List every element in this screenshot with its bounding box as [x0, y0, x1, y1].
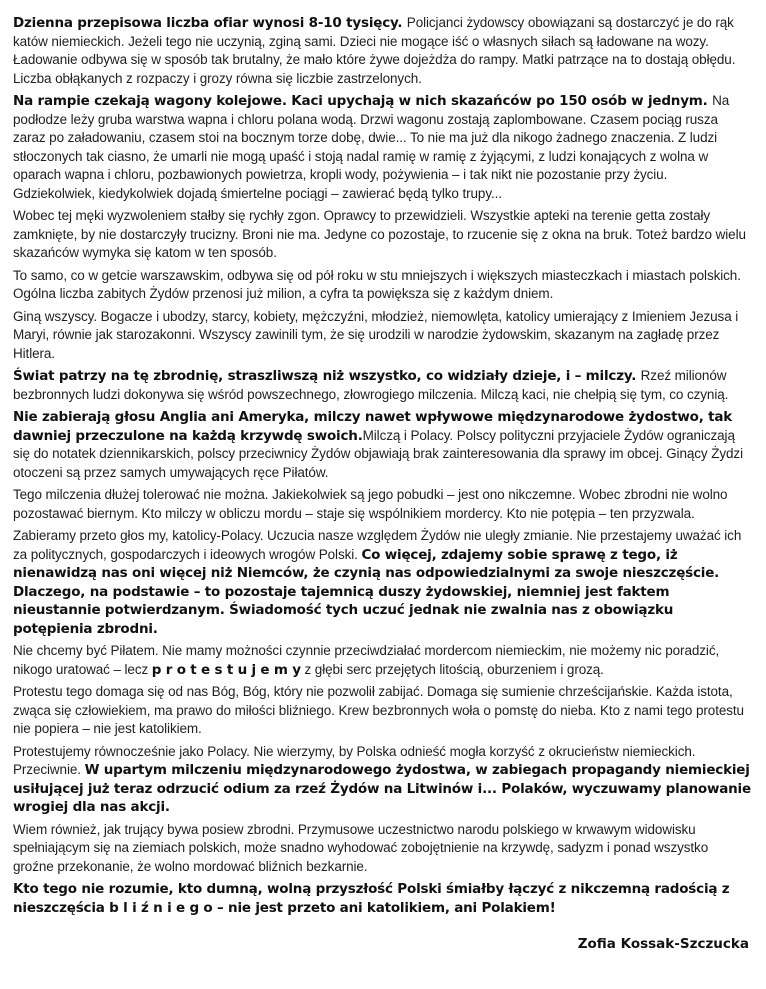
paragraph-7 — [13, 408, 751, 482]
bold-text-run: Co więcej, zdajemy sobie sprawę z tego, iż nienawidzą nas oni więcej niż Niemców, że czynią nas odpowiedzialnymi za swoje nieszczęście. Dlaczego, na podstawie – to pozostaje tajemnicą duszy żydowskiej, niemniej jest faktem nieustannie potwierdzanym. Świadomość tych uczuć jednak nie zwalnia nas z obowiązku potępienia zbrodni. — [13, 546, 720, 637]
bold-text-run: W upartym milczeniu międzynarodowego żydostwa, w zabiegach propagandy niemieckiej usiłującej już teraz odrzucić odium za rzeź Żydów na Litwinów i... Polaków, wyczuwamy planowanie wrogiej dla nas akcji. — [13, 762, 751, 815]
text-run: Protestu tego domaga się od nas Bóg, Bóg, który nie pozwolił zabijać. Domaga się sumienie chrześcijańskie. Każda istota, zwąca się człowiekiem, ma prawo do miłości bliźniego. Krew bezbronnych woła o pomstę do nieba. Kto z nami tego protestu nie popiera – nie jest katolikiem. — [13, 684, 744, 736]
document-body — [13, 14, 751, 917]
paragraph-11 — [13, 683, 751, 739]
paragraph-4 — [13, 267, 751, 304]
paragraph-10 — [13, 642, 751, 679]
bold-text-run: Świat patrzy na tę zbrodnię, straszliwszą niż wszystko, co widziały dzieje, i – milczy. — [13, 368, 641, 384]
paragraph-14 — [13, 880, 751, 917]
signature: Zofia Kossak-Szczucka — [577, 936, 749, 952]
text-run: Protestujemy równocześnie jako Polacy. Nie wierzymy, by Polska odnieść mogła korzyść z okrucieństw niemieckich. Przeciwnie. — [13, 743, 696, 777]
paragraph-5 — [13, 308, 751, 364]
text-run: Policjanci żydowscy obowiązani są dostarczyć je do rąk katów niemieckich. Jeżeli tego nie uczynią, zginą sami. Dzieci nie mogące iść o własnych siłach są ładowane na wozy. Ładowanie odbywa się w sposób tak brutalny, że mało które żywe dojeżdża do rampy. Matki patrzące na to dostają obłędu. Liczba obłąkanych z rozpaczy i grozy równa się liczbie zastrzelonych. — [13, 15, 736, 86]
paragraph-8 — [13, 486, 751, 523]
bold-text-run: Nie zabierają głosu Anglia ani Ameryka, milczy nawet wpływowe międzynarodowe żydostwo, tak dawniej przeczulone na każdą krzywdę swoich. — [13, 409, 733, 444]
paragraph-3 — [13, 207, 751, 263]
text-run: Tego milczenia dłużej tolerować nie można. Jakiekolwiek są jego pobudki – jest ono nikczemne. Wobec zbrodni nie wolno pozostawać biernym. Kto milczy w obliczu mordu – staje się wspólnikiem mordercy. Kto nie potępia – ten przyzwala. — [13, 487, 728, 521]
text-run: Nie chcemy być Piłatem. Nie mamy możności czynnie przeciwdziałać mordercom niemieckim, nie możemy nic poradzić, nikogo uratować – lecz — [13, 643, 720, 677]
paragraph-2 — [13, 92, 751, 203]
text-run: Wobec tej męki wyzwoleniem stałby się rychły zgon. Oprawcy to przewidzieli. Wszystkie apteki na terenie getta zostały zamknięte, by nie dostarczyły trucizny. Broni nie ma. Jedyne co pozostaje, to rzucenie się z okna na bruk. Toteż bardzo wielu skazańców wymyka się katom w ten sposób. — [13, 208, 746, 260]
paragraph-9 — [13, 527, 751, 638]
text-run: Wiem również, jak trujący bywa posiew zbrodni. Przymusowe uczestnictwo narodu polskiego w krwawym widowisku spełniającym się na ziemiach polskich, może snadno wyhodować zobojętnienie na krzywdę, sadyzm i ponad wszystko groźne przekonanie, że wolno mordować bliźnich bezkarnie. — [13, 821, 709, 874]
text-run: Na podłodze leży gruba warstwa wapna i chloru polana wodą. Drzwi wagonu zostają zaplombowane. Czasem pociąg rusza zaraz po załadowaniu, czasem stoi na bocznym torze dobę, dwie... To nie ma już dla nikogo żadnego znaczenia. Z ludzi stłoczonych tak ciasno, że umarli nie mogą upaść i stoją nadal ramię w ramię z żyjącymi, z ludzi konających z wolna w oparach wapna i chloru, pozbawionych powietrza, kropli wody, pożywienia – i tak nikt nie pozostanie przy życiu. Gdziekolwiek, kiedykolwiek dojadą śmiertelne pociągi – zawierać będą tylko trupy... — [13, 93, 730, 201]
text-run: Zabieramy przeto głos my, katolicy-Polacy. Uczucia nasze względem Żydów nie uległy zmianie. Nie przestajemy uważać ich za politycznych, gospodarczych i ideowych wrogów Polski. — [13, 528, 742, 562]
text-run: Rzeź milionów bezbronnych ludzi dokonywa się wśród powszechnego, złowrogiego milczenia. Milczą kaci, nie chełpią się tym, co czynią. — [13, 368, 729, 402]
bold-text-run: Na rampie czekają wagony kolejowe. Kaci upychają w nich skazańców po 150 osób w jednym. — [13, 93, 713, 109]
text-run: Giną wszyscy. Bogacze i ubodzy, starcy, kobiety, mężczyźni, młodzież, niemowlęta, katolicy umierający z Imieniem Jezusa i Maryi, równie jak starozakonni. Wszyscy zawinili tym, że się urodzili w narodzie żydowskim, skazanym na zagładę przez Hitlera. — [13, 308, 739, 361]
paragraph-1 — [13, 14, 751, 88]
bold-text-run: p r o t e s t u j e m y — [151, 661, 301, 678]
text-run: z głębi serc przejętych litością, oburzeniem i grozą. — [300, 661, 604, 677]
paragraph-6 — [13, 367, 751, 404]
paragraph-12 — [13, 743, 751, 817]
text-run: Milczą i Polacy. Polscy polityczni przyjaciele Żydów ograniczają się do notatek dziennikarskich, polscy przeciwnicy Żydów objawiają brak zainteresowania dla sprawy im obcej. Ginący Żydzi otoczeni są przez samych umywających ręce Piłatów. — [13, 427, 743, 480]
text-run: To samo, co w getcie warszawskim, odbywa się od pół roku w stu mniejszych i większych miasteczkach i miastach polskich. Ogólna liczba zabitych Żydów przenosi już milion, a cyfra ta powiększa się z każdym dniem. — [13, 267, 741, 301]
bold-text-run: Dzienna przepisowa liczba ofiar wynosi 8-10 tysięcy. — [13, 15, 407, 31]
bold-text-run: Kto tego nie rozumie, kto dumną, wolną przyszłość Polski śmiałby łączyć z nikczemną radością z nieszczęścia b l i ź n i e g o – nie jest przeto ani katolikiem, ani Polakiem! — [13, 881, 730, 916]
paragraph-13 — [13, 821, 751, 877]
